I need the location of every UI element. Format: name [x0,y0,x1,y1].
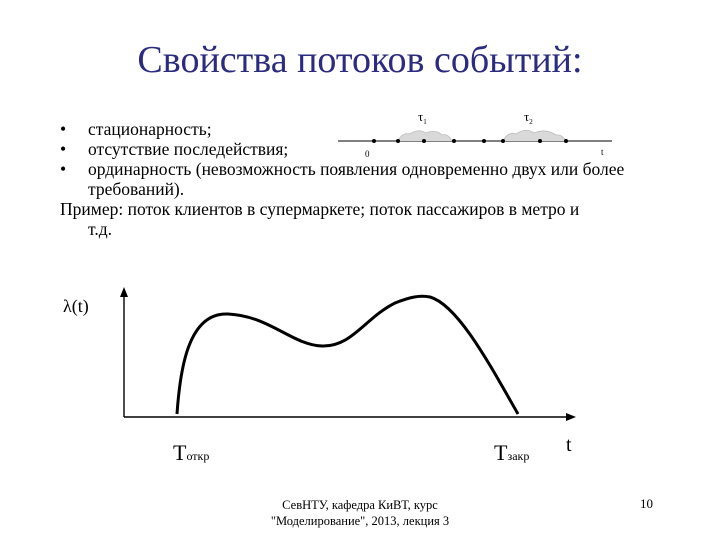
tau1-label: $\tau_1$ [418,109,427,126]
x-axis-label: t [566,434,572,456]
footer-line-1: СевНТУ, кафедра КиВТ, курс [282,498,438,512]
event-point [422,139,426,143]
bullet-marker: • [60,159,67,179]
event-point [452,139,456,143]
bullet-text-ordinarity: ординарность (невозможность появления одновременно двух или более требований). [88,159,625,199]
tau2-label: $\tau_2$ [524,109,533,126]
event-point [372,139,376,143]
bullet-text-no-aftereffect: отсутствие последействия; [88,139,289,159]
intensity-graph [120,287,576,421]
slide-title: Свойства потоков событий: [137,39,583,81]
timeline-t-label: t [601,147,604,157]
example-line-2: т.д. [88,219,112,239]
example-line-1: Пример: поток клиентов в супермаркете; поток пассажиров в метро и [60,199,580,219]
event-point [501,139,505,143]
event-point [482,139,486,143]
timeline-zero-label: 0 [365,149,370,159]
bullet-marker: • [60,119,67,139]
footer [240,497,480,529]
t-open-label: Tоткр [173,440,210,465]
bullet-text-stationarity: стационарность; [88,119,212,139]
footer-line-2: "Моделирование", 2013, лекция 3 [270,514,450,528]
y-axis-arrow [120,287,128,297]
event-point [538,139,542,143]
interval-tau2-shade [503,130,566,141]
t-close-label: Tзакр [494,440,530,465]
event-point [564,139,568,143]
bullet-marker: • [60,139,67,159]
page-number: 10 [640,496,653,511]
timeline-diagram [338,109,612,159]
y-axis-label: λ(t) [63,296,89,316]
intensity-curve [177,296,518,414]
event-point [396,139,400,143]
x-axis-arrow [566,413,576,421]
